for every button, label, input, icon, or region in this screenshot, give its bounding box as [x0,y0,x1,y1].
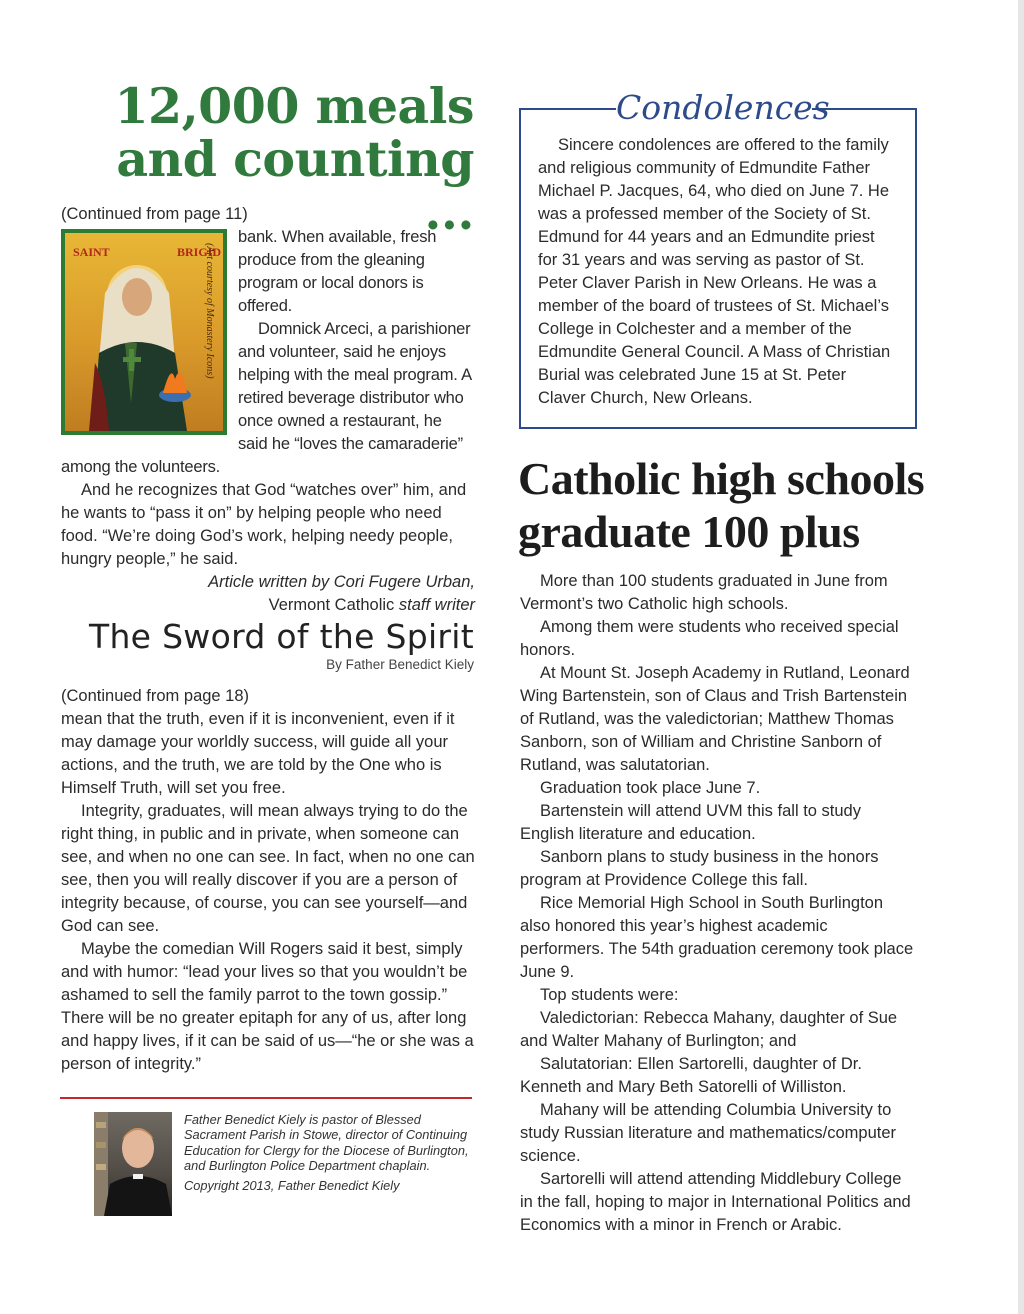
meals-article-body [61,203,475,617]
icon-credit: (Art courtesy of Monastery Icons) [204,243,215,379]
sword-paragraph: Maybe the comedian Will Rogers said it best, simply and with humor: “lead your lives so that you wouldn’t be ashamed to sell the family parrot to the town gossip.” There will be no greater epitaph for any of us, after long and happy lives, if it can be said of us—“he or she was a person of integrity.” [61,940,474,1073]
divider-rule [60,1097,472,1099]
icon-label-saint: SAINT [73,245,110,259]
byline-line1: Article written by Cori Fugere Urban, [208,573,475,591]
author-portrait-icon [94,1112,172,1216]
graduation-headline: Catholic high schools graduate 100 plus [518,453,925,557]
saint-brigid-icon-image [61,229,227,435]
graduation-article-body [520,570,915,1237]
sword-article-byline: By Father Benedict Kiely [326,657,474,672]
article-byline [61,571,475,617]
page-edge-shadow [1018,0,1024,1314]
sword-paragraph: Integrity, graduates, will mean always trying to do the right thing, in public and in private, when someone can see, and when no one can see. In fact, when no one can see, then you will really discover if you are a person of integrity because, of course, you can see yourself—and God can see. [61,802,475,935]
graduation-paragraph: Graduation took place June 7. [540,779,761,797]
icon-label-brigid: BRIGID [177,245,222,259]
graduation-paragraph: Sartorelli will attend attending Middlebury College in the fall, hoping to major in International Politics and Economics with a minor in French or Arabic. [520,1170,911,1234]
copyright-line: Copyright 2013, Father Benedict Kiely [184,1178,400,1194]
graduation-paragraph: Bartenstein will attend UVM this fall to study English literature and education. [520,802,861,843]
graduation-paragraph: Sanborn plans to study business in the honors program at Providence College this fall. [520,848,879,889]
graduation-paragraph: More than 100 students graduated in June from Vermont’s two Catholic high schools. [520,572,888,613]
condolences-title: Condolences [616,86,812,130]
continued-note: (Continued from page 18) [61,687,250,705]
byline-publication: Vermont Catholic [268,596,395,614]
author-photo [94,1112,172,1216]
meals-paragraph: Domnick Arceci, a parishioner and volunteer, said he enjoys helping with the meal program. A retired beverage distributor who once owned a restaurant, he said he “loves the camaraderie” among the volunteers. [61,320,471,476]
graduation-paragraph: Valedictorian: Rebecca Mahany, daughter of Sue and Walter Mahany of Burlington; and [520,1009,898,1050]
sword-article-title: The Sword of the Spirit [89,617,474,656]
graduation-paragraph: Top students were: [540,986,679,1004]
graduation-paragraph: At Mount St. Joseph Academy in Rutland, Leonard Wing Bartenstein, son of Claus and Trish Bartenstein of Rutland, was the valedictorian; Matthew Thomas Sanborn, son of William and Christine Sanborn of Rutland, was salutatorian. [520,664,910,774]
meals-paragraph: And he recognizes that God “watches over” him, and he wants to “pass it on” by helping people who need food. “We’re doing God’s work, helping needy people, hungry people,” he said. [61,481,467,568]
sword-article-body [61,685,475,1076]
continued-note: (Continued from page 11) [61,205,248,223]
meals-paragraph: bank. When available, fresh produce from the gleaning program or local donors is offered. [238,228,437,315]
author-bio-block [184,1112,474,1193]
condolences-text: Sincere condolences are offered to the family and religious community of Edmundite Father Michael P. Jacques, 64, who died on June 7. He was a professed member of the Society of St. Edmund for 44 years and an Edmundite priest for 31 years and was serving as pastor of St. Peter Claver Parish in New Orleans. He was a member of the board of trustees of St. Michael’s College in Colchester and a member of the Edmundite General Council. A Mass of Christian Burial was celebrated June 15 at St. Peter Claver Church, New Orleans. [538,136,891,407]
author-bio: Father Benedict Kiely is pastor of Blessed Sacrament Parish in Stowe, director of Continuing Education for Clergy for the Diocese of Burlington, and Burlington Police Department chaplain. [184,1112,469,1173]
byline-role: staff writer [398,596,475,614]
graduation-paragraph: Mahany will be attending Columbia University to study Russian literature and mathematics/computer science. [520,1101,897,1165]
graduation-paragraph: Salutatorian: Ellen Sartorelli, daughter of Dr. Kenneth and Mary Beth Satorelli of Williston. [520,1055,862,1096]
graduation-paragraph: Among them were students who received special honors. [520,618,899,659]
graduation-paragraph: Rice Memorial High School in South Burlington also honored this year’s highest academic performers. The 54th graduation ceremony took place June 9. [520,894,914,981]
byline-line2 [61,594,475,617]
meals-headline: 12,000 meals and counting ... [114,77,474,241]
sword-paragraph: mean that the truth, even if it is inconvenient, even if it may damage your worldly success, will guide all your actions, and the truth, we are told by the One who is Himself Truth, will set you free. [61,710,455,797]
